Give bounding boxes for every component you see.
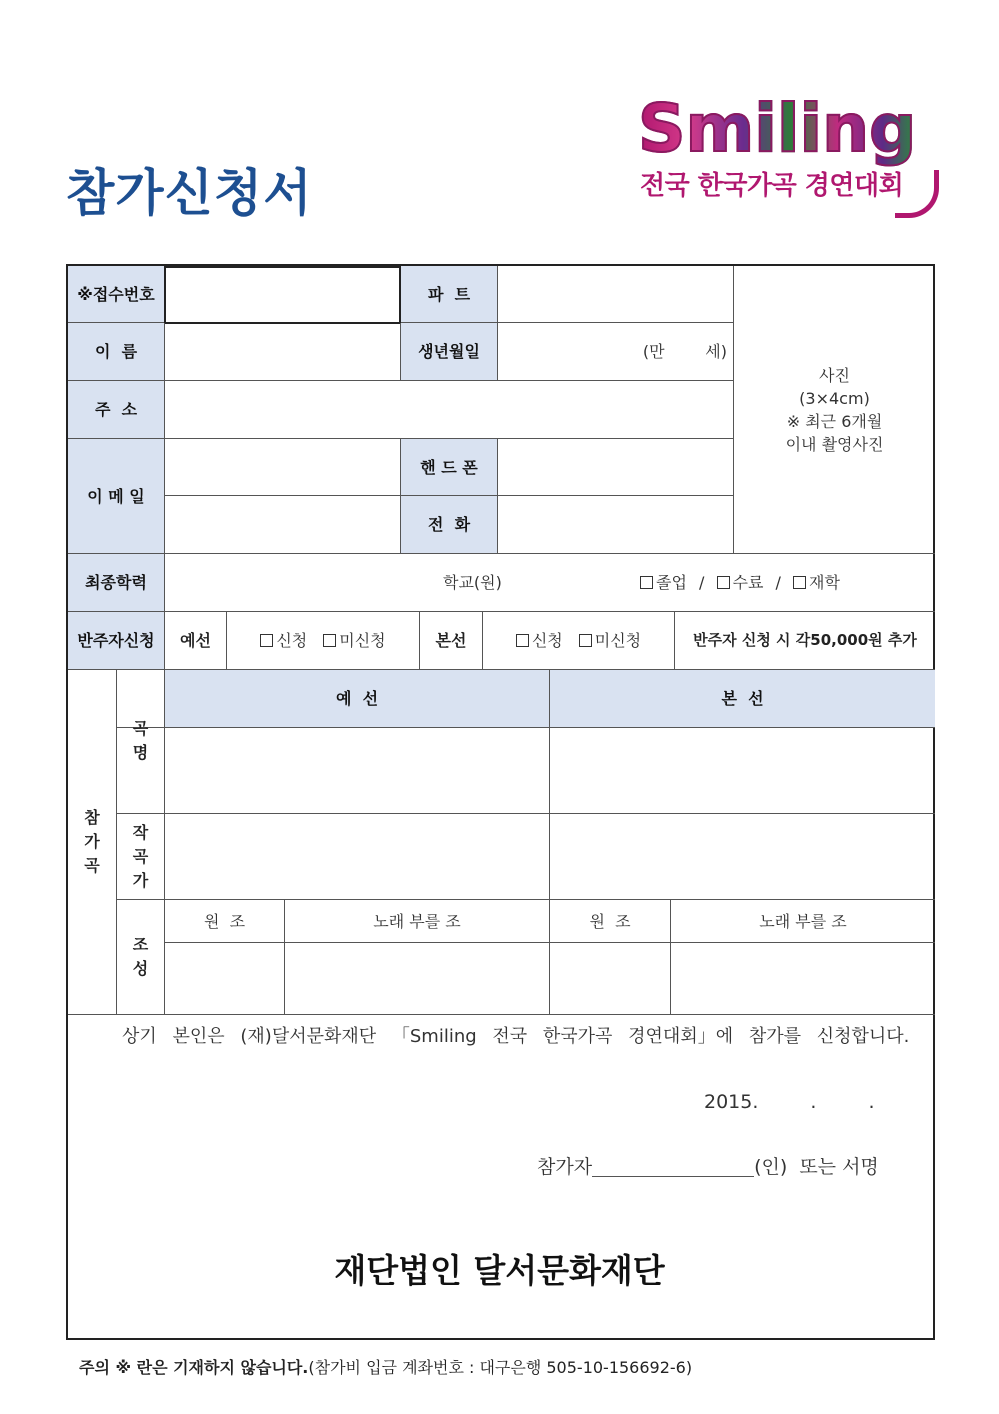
part-label: 파 트 xyxy=(401,266,498,323)
phone-field[interactable] xyxy=(498,496,734,554)
mobile-label: 핸 드 폰 xyxy=(401,439,498,496)
composer-char: 가 xyxy=(132,870,149,890)
receipt-number-label: ※접수번호 xyxy=(68,266,165,323)
separator: / xyxy=(699,573,705,592)
signature-suffix: (인) 또는 서명 xyxy=(754,1156,879,1178)
date-dot: . xyxy=(810,1091,817,1113)
enrolled-label: 재학 xyxy=(809,573,840,592)
prelim-original-key-label: 원 조 xyxy=(165,900,285,943)
key-char: 조 xyxy=(132,935,149,954)
prelim-apply-checkbox[interactable] xyxy=(260,634,273,647)
date-dot: . xyxy=(868,1091,875,1113)
final-original-key-label: 원 조 xyxy=(550,900,671,943)
receipt-number-field[interactable] xyxy=(164,266,401,324)
logo-smiling: Smiling xyxy=(638,86,916,172)
photo-box[interactable] xyxy=(734,266,935,554)
part-field[interactable] xyxy=(498,266,734,323)
prelim-composer-field[interactable] xyxy=(165,814,550,900)
photo-size: (3×4cm) xyxy=(799,388,870,408)
footer-notice xyxy=(79,1356,692,1380)
page-title: 참가신청서 xyxy=(66,164,313,222)
address-field[interactable] xyxy=(165,381,734,439)
signature-label: 참가자 xyxy=(537,1156,593,1178)
birth-label: 생년월일 xyxy=(401,323,498,381)
education-label: 최종학력 xyxy=(68,554,165,612)
email-label: 이 메 일 xyxy=(68,439,165,554)
accompanist-prelim-options xyxy=(227,612,420,670)
photo-label: 사진 xyxy=(819,365,850,385)
final-sung-key-label: 노래 부를 조 xyxy=(671,900,935,943)
photo-note: ※ 최근 6개월 xyxy=(786,411,883,431)
address-label: 주 소 xyxy=(68,381,165,439)
prelim-not-apply-label: 미신청 xyxy=(339,631,386,650)
logo-swash-decoration xyxy=(895,170,939,218)
email-field-1[interactable] xyxy=(165,439,401,496)
prelim-not-apply-checkbox[interactable] xyxy=(323,634,336,647)
final-song-title-field[interactable] xyxy=(550,728,935,814)
key-label xyxy=(117,900,165,1015)
email-field-2[interactable] xyxy=(165,496,401,554)
final-apply-label: 신청 xyxy=(531,631,563,650)
school-text: 학교(원) xyxy=(443,573,502,592)
enrolled-checkbox[interactable] xyxy=(793,576,806,589)
notice-account: (참가비 입금 계좌번호 : 대구은행 505-10-156692-6) xyxy=(308,1358,693,1377)
accompanist-final-label: 본선 xyxy=(420,612,483,670)
final-not-apply-checkbox[interactable] xyxy=(579,634,592,647)
songs-label-char: 곡 xyxy=(84,856,100,875)
prelim-sung-key-field[interactable] xyxy=(285,943,550,1015)
song-title-char: 명 xyxy=(132,742,149,762)
separator: / xyxy=(775,573,781,592)
final-apply-checkbox[interactable] xyxy=(516,634,529,647)
prelim-original-key-field[interactable] xyxy=(165,943,285,1015)
key-char: 성 xyxy=(132,959,149,978)
date-year: 2015. xyxy=(704,1091,759,1113)
accompanist-label: 반주자신청 xyxy=(68,612,165,670)
final-sung-key-field[interactable] xyxy=(671,943,935,1015)
name-field[interactable] xyxy=(165,323,401,381)
final-not-apply-label: 미신청 xyxy=(594,631,642,650)
songs-label-char: 가 xyxy=(84,832,100,851)
composer-char: 곡 xyxy=(132,846,149,866)
composer-label xyxy=(117,814,165,900)
songs-label-char: 참 xyxy=(84,808,100,827)
final-composer-field[interactable] xyxy=(550,814,935,900)
final-original-key-field[interactable] xyxy=(550,943,671,1015)
declaration-text: 상기 본인은 (재)달서문화재단 「Smiling 전국 한국가곡 경연대회」에 참가를 신청합니다. xyxy=(122,1026,910,1047)
songs-prelim-header: 예 선 xyxy=(165,670,550,728)
song-title-label xyxy=(117,670,165,814)
prelim-song-title-field[interactable] xyxy=(165,728,550,814)
prelim-apply-label: 신청 xyxy=(276,631,308,650)
name-label: 이 름 xyxy=(68,323,165,381)
photo-note-2: 이내 촬영사진 xyxy=(785,434,884,454)
composer-char: 작 xyxy=(132,822,149,842)
signature-line xyxy=(537,1154,879,1180)
phone-label: 전 화 xyxy=(401,496,498,554)
accompanist-final-options xyxy=(483,612,675,670)
education-field[interactable] xyxy=(165,554,935,612)
songs-final-header: 본 선 xyxy=(550,670,935,728)
age-text: (만 세) xyxy=(642,342,727,361)
signature-field[interactable] xyxy=(592,1156,754,1177)
graduate-checkbox[interactable] xyxy=(640,576,653,589)
complete-label: 수료 xyxy=(732,573,764,592)
graduate-label: 졸업 xyxy=(656,573,687,592)
songs-group-label xyxy=(68,670,117,1015)
notice-bold: 주의 ※ 란은 기재하지 않습니다. xyxy=(79,1358,309,1377)
accompanist-prelim-label: 예선 xyxy=(165,612,227,670)
song-title-char: 곡 xyxy=(132,718,149,738)
logo-subtitle: 전국 한국가곡 경연대회 xyxy=(640,171,904,201)
birth-field[interactable] xyxy=(498,323,734,381)
mobile-field[interactable] xyxy=(498,439,734,496)
accompanist-fee-note: 반주자 신청 시 각50,000원 추가 xyxy=(675,612,935,670)
organization-name: 재단법인 달서문화재단 xyxy=(334,1251,665,1290)
application-date[interactable] xyxy=(704,1089,875,1115)
complete-checkbox[interactable] xyxy=(717,576,730,589)
prelim-sung-key-label: 노래 부를 조 xyxy=(285,900,550,943)
